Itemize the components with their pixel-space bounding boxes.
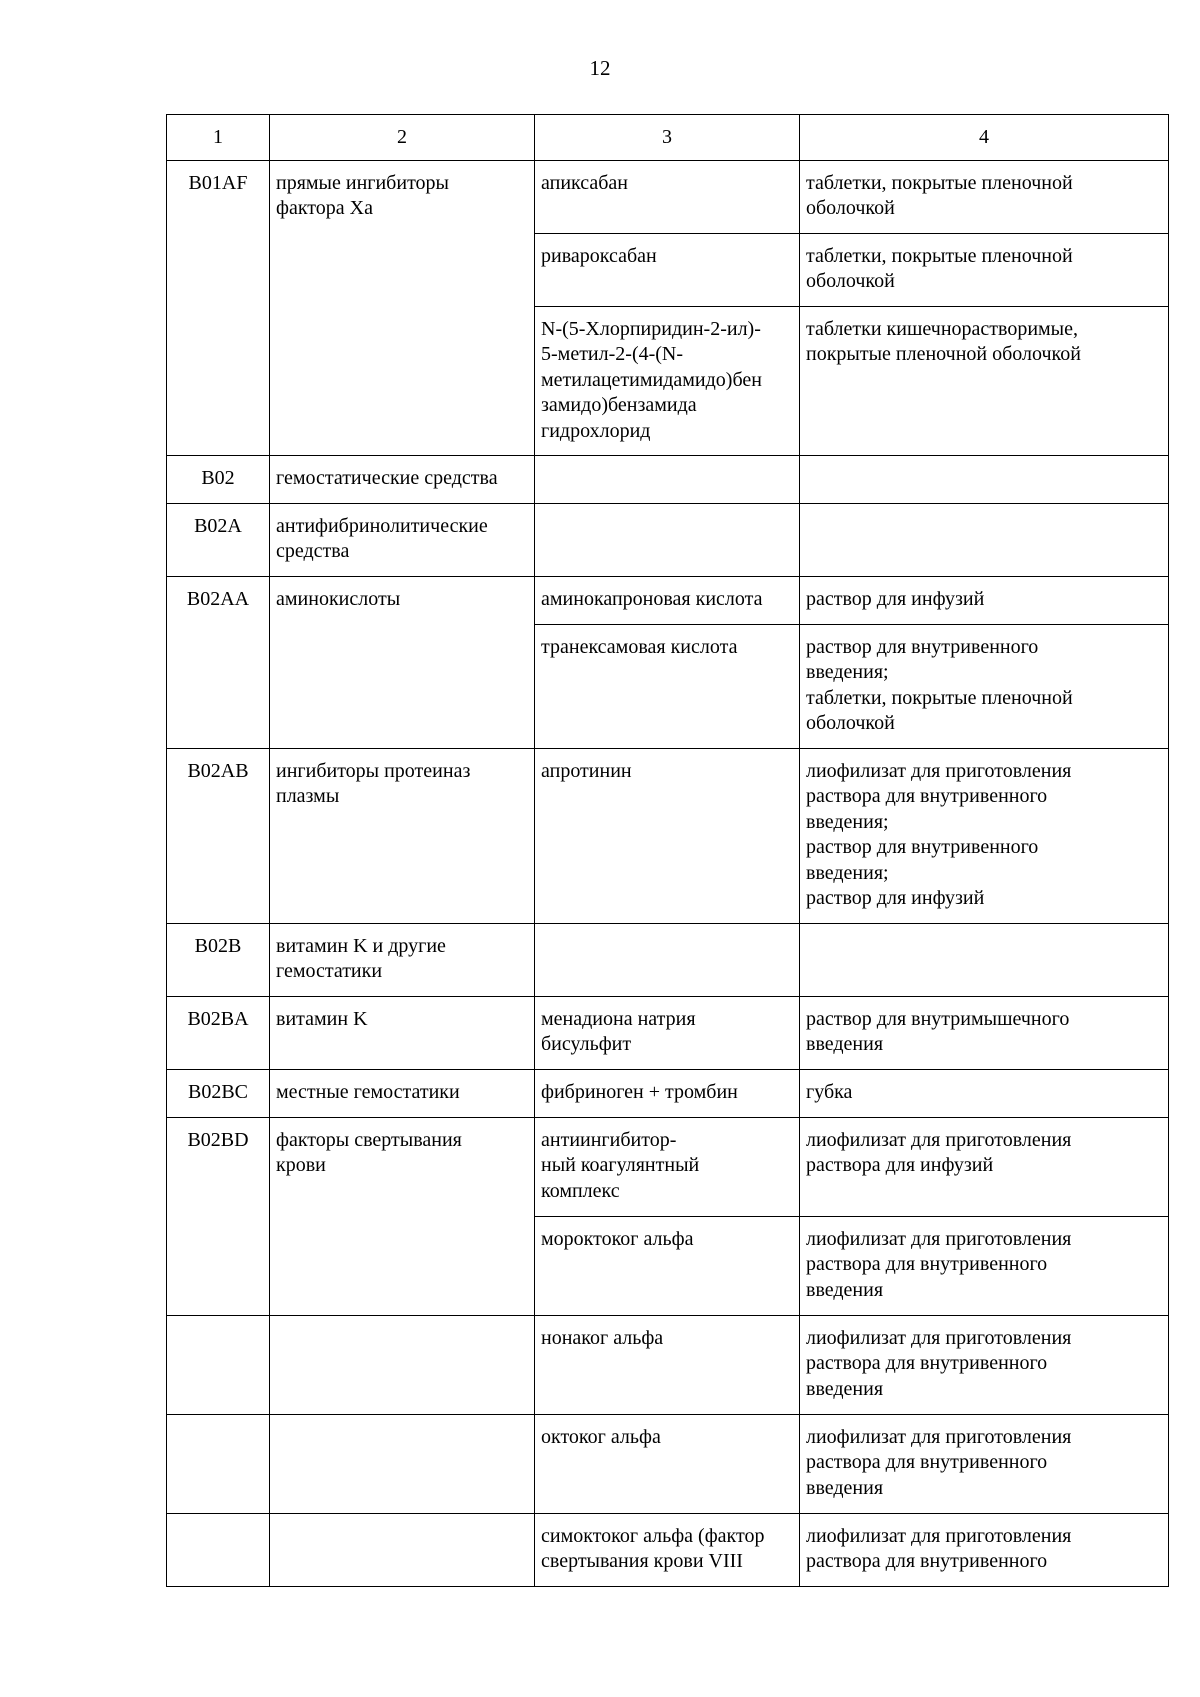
dosage-form-cell: лиофилизат для приготовления раствора для внутривенного введения; раствор для внутривенного введения; раствор для инфузий bbox=[800, 748, 1169, 923]
group-name-cell: гемостатические средства bbox=[270, 455, 535, 503]
dosage-form-cell bbox=[800, 455, 1169, 503]
group-name-cell bbox=[270, 1414, 535, 1513]
group-name-cell: аминокислоты bbox=[270, 576, 535, 748]
substance-cell: ривароксабан bbox=[535, 233, 800, 306]
dosage-form-cell: лиофилизат для приготовления раствора для внутривенного введения bbox=[800, 1216, 1169, 1315]
atc-code-cell: B02AA bbox=[167, 576, 270, 748]
dosage-form-cell: лиофилизат для приготовления раствора для инфузий bbox=[800, 1117, 1169, 1216]
dosage-form-cell bbox=[800, 503, 1169, 576]
header-col-1: 1 bbox=[167, 115, 270, 161]
substance-cell: транексамовая кислота bbox=[535, 624, 800, 748]
dosage-form-cell: раствор для инфузий bbox=[800, 576, 1169, 624]
atc-code-cell bbox=[167, 1414, 270, 1513]
substance-cell: октоког альфа bbox=[535, 1414, 800, 1513]
substance-cell: N-(5-Хлорпиридин-2-ил)- 5-метил-2-(4-(N- метилацетимидамидо)бен замидо)бензамида гидрохлорид bbox=[535, 306, 800, 455]
header-col-3: 3 bbox=[535, 115, 800, 161]
group-name-cell: витамин K bbox=[270, 996, 535, 1069]
atc-code-cell bbox=[167, 1513, 270, 1586]
group-name-cell: прямые ингибиторы фактора Ха bbox=[270, 160, 535, 455]
dosage-form-cell: лиофилизат для приготовления раствора для внутривенного введения bbox=[800, 1315, 1169, 1414]
header-row bbox=[167, 115, 1169, 161]
atc-code-cell: B02 bbox=[167, 455, 270, 503]
dosage-form-cell: лиофилизат для приготовления раствора для внутривенного введения bbox=[800, 1414, 1169, 1513]
group-name-cell: витамин K и другие гемостатики bbox=[270, 923, 535, 996]
atc-code-cell: B02A bbox=[167, 503, 270, 576]
dosage-form-cell: таблетки кишечнорастворимые, покрытые пленочной оболочкой bbox=[800, 306, 1169, 455]
substance-cell: фибриноген + тромбин bbox=[535, 1069, 800, 1117]
substance-cell bbox=[535, 923, 800, 996]
group-name-cell: антифибринолитические средства bbox=[270, 503, 535, 576]
header-col-4: 4 bbox=[800, 115, 1169, 161]
substance-cell: нонаког альфа bbox=[535, 1315, 800, 1414]
substance-cell: апиксабан bbox=[535, 160, 800, 233]
table-row bbox=[167, 996, 1169, 1069]
page-number: 12 bbox=[589, 56, 611, 80]
header-col-2: 2 bbox=[270, 115, 535, 161]
atc-code-cell: B01AF bbox=[167, 160, 270, 455]
table-row bbox=[167, 748, 1169, 923]
group-name-cell: ингибиторы протеиназ плазмы bbox=[270, 748, 535, 923]
atc-code-cell: B02BD bbox=[167, 1117, 270, 1315]
substance-cell: мороктоког альфа bbox=[535, 1216, 800, 1315]
dosage-form-cell: раствор для внутримышечного введения bbox=[800, 996, 1169, 1069]
table-row bbox=[167, 576, 1169, 624]
drug-table bbox=[166, 114, 1169, 1587]
group-name-cell: местные гемостатики bbox=[270, 1069, 535, 1117]
dosage-form-cell: таблетки, покрытые пленочной оболочкой bbox=[800, 160, 1169, 233]
group-name-cell bbox=[270, 1315, 535, 1414]
substance-cell: аминокапроновая кислота bbox=[535, 576, 800, 624]
dosage-form-cell: таблетки, покрытые пленочной оболочкой bbox=[800, 233, 1169, 306]
substance-cell: менадиона натрия бисульфит bbox=[535, 996, 800, 1069]
atc-code-cell: B02BA bbox=[167, 996, 270, 1069]
atc-code-cell: B02AB bbox=[167, 748, 270, 923]
dosage-form-cell: губка bbox=[800, 1069, 1169, 1117]
substance-cell: симоктоког альфа (фактор свертывания крови VIII bbox=[535, 1513, 800, 1586]
substance-cell: антиингибитор- ный коагулянтный комплекс bbox=[535, 1117, 800, 1216]
group-name-cell bbox=[270, 1513, 535, 1586]
substance-cell bbox=[535, 455, 800, 503]
table-row bbox=[167, 455, 1169, 503]
table-row bbox=[167, 503, 1169, 576]
table-row bbox=[167, 1069, 1169, 1117]
table-row bbox=[167, 1117, 1169, 1216]
substance-cell: апротинин bbox=[535, 748, 800, 923]
table-row bbox=[167, 160, 1169, 233]
dosage-form-cell bbox=[800, 923, 1169, 996]
atc-code-cell: B02B bbox=[167, 923, 270, 996]
atc-code-cell bbox=[167, 1315, 270, 1414]
table-row bbox=[167, 1414, 1169, 1513]
dosage-form-cell: раствор для внутривенного введения; таблетки, покрытые пленочной оболочкой bbox=[800, 624, 1169, 748]
atc-code-cell: B02BC bbox=[167, 1069, 270, 1117]
group-name-cell: факторы свертывания крови bbox=[270, 1117, 535, 1315]
table-row bbox=[167, 1513, 1169, 1586]
dosage-form-cell: лиофилизат для приготовления раствора для внутривенного bbox=[800, 1513, 1169, 1586]
table-row bbox=[167, 1315, 1169, 1414]
table-row bbox=[167, 923, 1169, 996]
substance-cell bbox=[535, 503, 800, 576]
